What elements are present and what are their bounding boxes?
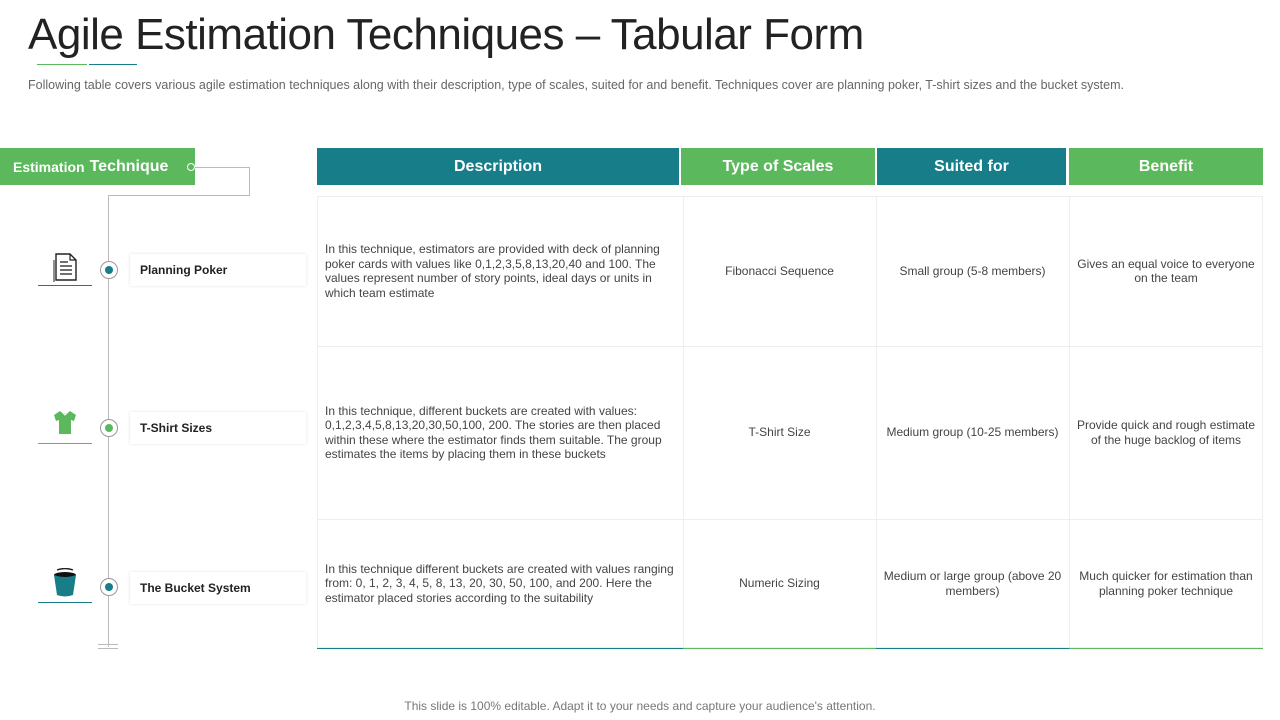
timeline-node	[100, 261, 118, 279]
timeline-node	[100, 578, 118, 596]
column-header-benefit: Benefit	[1069, 148, 1263, 185]
estimation-header-word2: Technique	[89, 157, 169, 175]
timeline-end-mark	[98, 648, 118, 649]
table-cell-suited-for: Medium or large group (above 20 members)	[883, 569, 1062, 598]
table-cell-description: In this technique different buckets are created with values ranging from: 0, 1, 2, 3, 4, 5, 8, 13, 20, 30, 50, 100, and 200. Here the estimator placed stories according to the suitability	[325, 561, 674, 605]
page-subtitle: Following table covers various agile estimation techniques along with their description, type of scales, suited for and benefit. Techniques cover are planning poker, T-shirt sizes and the bucket system.	[28, 78, 1124, 92]
column-header-suited-for: Suited for	[877, 148, 1066, 185]
technique-label-planning-poker: Planning Poker	[130, 254, 306, 286]
estimation-header-word1: Estimation	[13, 158, 85, 175]
table-cell-benefit: Gives an equal voice to everyone on the team	[1077, 256, 1255, 285]
connector-line	[249, 167, 250, 195]
document-icon	[40, 252, 90, 288]
table-cell-benefit: Provide quick and rough estimate of the huge backlog of items	[1076, 418, 1256, 447]
header-connector-dot	[187, 163, 195, 171]
table-cell-suited-for: Medium group (10-25 members)	[886, 425, 1059, 440]
column-header-type-of-scales: Type of Scales	[681, 148, 875, 185]
timeline-node	[100, 419, 118, 437]
estimation-technique-header	[0, 148, 195, 185]
footer-note: This slide is 100% editable. Adapt it to your needs and capture your audience's attention.	[404, 699, 876, 713]
title-underline-teal	[89, 64, 137, 65]
tshirt-icon	[40, 408, 90, 444]
column-header-description: Description	[317, 148, 679, 185]
technique-label-tshirt-sizes: T-Shirt Sizes	[130, 412, 306, 444]
table-cell-type-of-scales: T-Shirt Size	[748, 425, 811, 440]
table-cell-description: In this technique, different buckets are created with values: 0,1,2,3,4,5,8,13,20,30,50,100, 200. The stories are then placed within these where the estimator finds them suitable. The group estimates the items by placing them in these buckets	[325, 403, 662, 461]
icon-underline	[38, 602, 92, 603]
icon-underline	[38, 285, 92, 286]
connector-line	[195, 167, 249, 168]
table-cell-type-of-scales: Numeric Sizing	[739, 576, 820, 591]
connector-line	[108, 195, 250, 196]
bucket-icon	[40, 568, 90, 604]
title-underline-green	[37, 64, 87, 65]
table-cell-description: In this technique, estimators are provided with deck of planning poker cards with values like 0,1,2,3,5,8,13,20,40 and 100. The values represent number of story points, ideal days or units in which team estimate	[325, 242, 660, 300]
table-cell-suited-for: Small group (5-8 members)	[899, 263, 1046, 278]
table-bottom-border	[876, 648, 1069, 649]
table-cell-benefit: Much quicker for estimation than planning poker technique	[1079, 569, 1253, 598]
page-title: Agile Estimation Techniques – Tabular Form	[28, 10, 864, 59]
table-cell-type-of-scales: Fibonacci Sequence	[725, 263, 834, 278]
table-bottom-border	[317, 648, 683, 649]
timeline-end-mark	[98, 644, 118, 645]
table-bottom-border	[1069, 648, 1263, 649]
technique-label-bucket-system: The Bucket System	[130, 572, 306, 604]
icon-underline	[38, 443, 92, 444]
table-bottom-border	[683, 648, 876, 649]
